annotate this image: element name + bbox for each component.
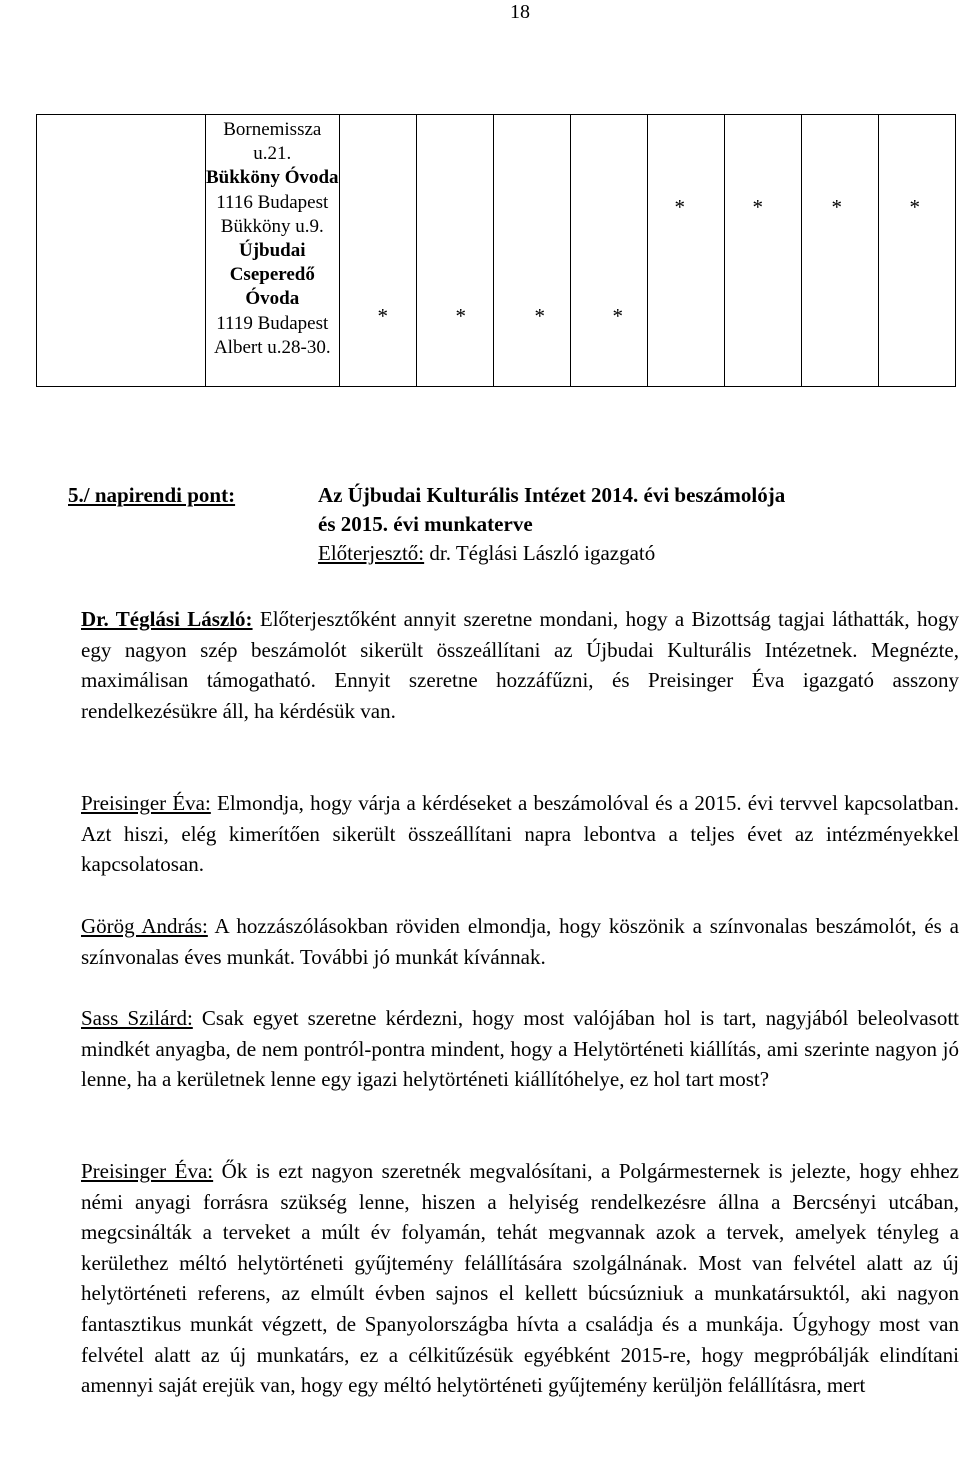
star-mark: * [831, 195, 843, 219]
star-mark: * [455, 304, 467, 328]
star-mark: * [377, 304, 389, 328]
speech-text: A hozzászólásokban röviden elmondja, hogy köszönik a színvonalas beszámolót, és a színvonalas éves munkát. További jó munkát kívánnak. [81, 914, 959, 969]
paragraph-sass [81, 1003, 959, 1095]
cell-line: Albert u.28-30. [213, 336, 331, 358]
star-mark: * [612, 304, 624, 328]
star-mark: * [674, 195, 686, 219]
speaker-name: Dr. Téglási László: [81, 607, 253, 631]
cell-line: Bornemissza [223, 119, 322, 140]
speaker-name: Preisinger Éva: [81, 791, 211, 815]
agenda-title-line: és 2015. évi munkaterve [318, 512, 533, 536]
cell-line: 1119 Budapest [216, 312, 329, 334]
agenda-label: 5./ napirendi pont: [68, 483, 236, 507]
table-cell [493, 115, 570, 387]
paragraph-preisinger-1 [81, 788, 959, 880]
cell-line: 1116 Budapest [216, 191, 329, 213]
paragraph-teglasi [81, 604, 959, 726]
table-cell [801, 115, 878, 387]
speech-text: Előterjesztőként annyit szeretne mondani, hogy a Bizottság tagjai láthatták, hogy egy nagyon szép beszámolót sikerült összeállítani az Újbudai Kulturális Intézetnek. Megnézte, maximálisan támogatható. Ennyit szeretne hozzáfűzni, és Preisinger Éva igazgató asszony rendelkezésükre áll, ha kérdésük van. [81, 607, 959, 723]
school-name: Cseperedő [229, 264, 315, 286]
table-row [37, 115, 956, 387]
paragraph-gorog [81, 911, 959, 972]
star-mark: * [752, 195, 764, 219]
agenda-title [318, 481, 958, 539]
table-cell-schools [206, 115, 340, 387]
table-cell [878, 115, 955, 387]
speaker-name: Preisinger Éva: [81, 1159, 214, 1183]
cell-line: u.21. [253, 143, 292, 165]
speech-text: Elmondja, hogy várja a kérdéseket a beszámolóval és a 2015. évi tervvel kapcsolatban. Azt hiszi, elég kimerítően sikerült összeállítani napra lebontva a teljes évet az intézményekkel kapcsolatosan. [81, 791, 959, 877]
school-name: Újbudai [239, 240, 306, 262]
table-cell [570, 115, 647, 387]
table-cell [416, 115, 493, 387]
speech-text: Csak egyet szeretne kérdezni, hogy most valójában hol is tart, nagyjából beleolvasott mindkét anyagba, de nem pontról-pontra mindent, hogy a Helytörténeti kiállítás, ami szerinte nagyon jó lenne, ha a kerületnek lenne egy igazi helytörténeti kiállítóhelye, ez hol tart most? [81, 1006, 959, 1092]
table-cell [339, 115, 416, 387]
agenda-title-line: Az Újbudai Kulturális Intézet 2014. évi beszámolója [318, 483, 786, 507]
speaker-name: Görög András: [81, 914, 208, 938]
page-number: 18 [510, 1, 530, 23]
presenter-label: Előterjesztő: [318, 541, 425, 565]
school-name: Bükköny Óvoda [206, 167, 339, 189]
star-mark: * [909, 195, 921, 219]
speech-text: Ők is ezt nagyon szeretnék megvalósítani, a Polgármesternek is jelezte, hogy ehhez némi anyagi forrásra szükség lenne, hiszen a helyiség rendelkezésre állna a Bercsényi utcában, megcsinálták a terveket a múlt év folyamán, tehát megvannak azok a tervek, amelyek tényleg a kerülethez méltó helytörténeti gyűjtemény felállítására szolgálnának. Most van felvétel alatt az új helytörténeti referens, az elmúlt évben sajnos el kellett búcsúzniuk a munkatársuktól, aki nagyon fantasztikus munkát végzett, de Spanyolországba hívta a családja és a munkája. Úgyhogy most van felvétel alatt az új munkatárs, ez a célkitűzésük egyébként 2015-re, hogy megpróbálják elindítani amennyi saját erejük van, hogy egy méltó helytörténeti gyűjtemény kerüljön felállításra, mert [81, 1159, 959, 1398]
presenter-name: dr. Téglási László igazgató [424, 541, 656, 565]
star-mark: * [534, 304, 546, 328]
agenda-presenter [318, 539, 655, 568]
table-cell [724, 115, 801, 387]
school-table [36, 114, 956, 387]
table-cell [647, 115, 724, 387]
speaker-name: Sass Szilárd: [81, 1006, 193, 1030]
paragraph-preisinger-2 [81, 1156, 959, 1401]
school-name: Óvoda [245, 288, 300, 310]
table-cell-empty [37, 115, 206, 387]
cell-line: Bükköny u.9. [220, 215, 324, 237]
